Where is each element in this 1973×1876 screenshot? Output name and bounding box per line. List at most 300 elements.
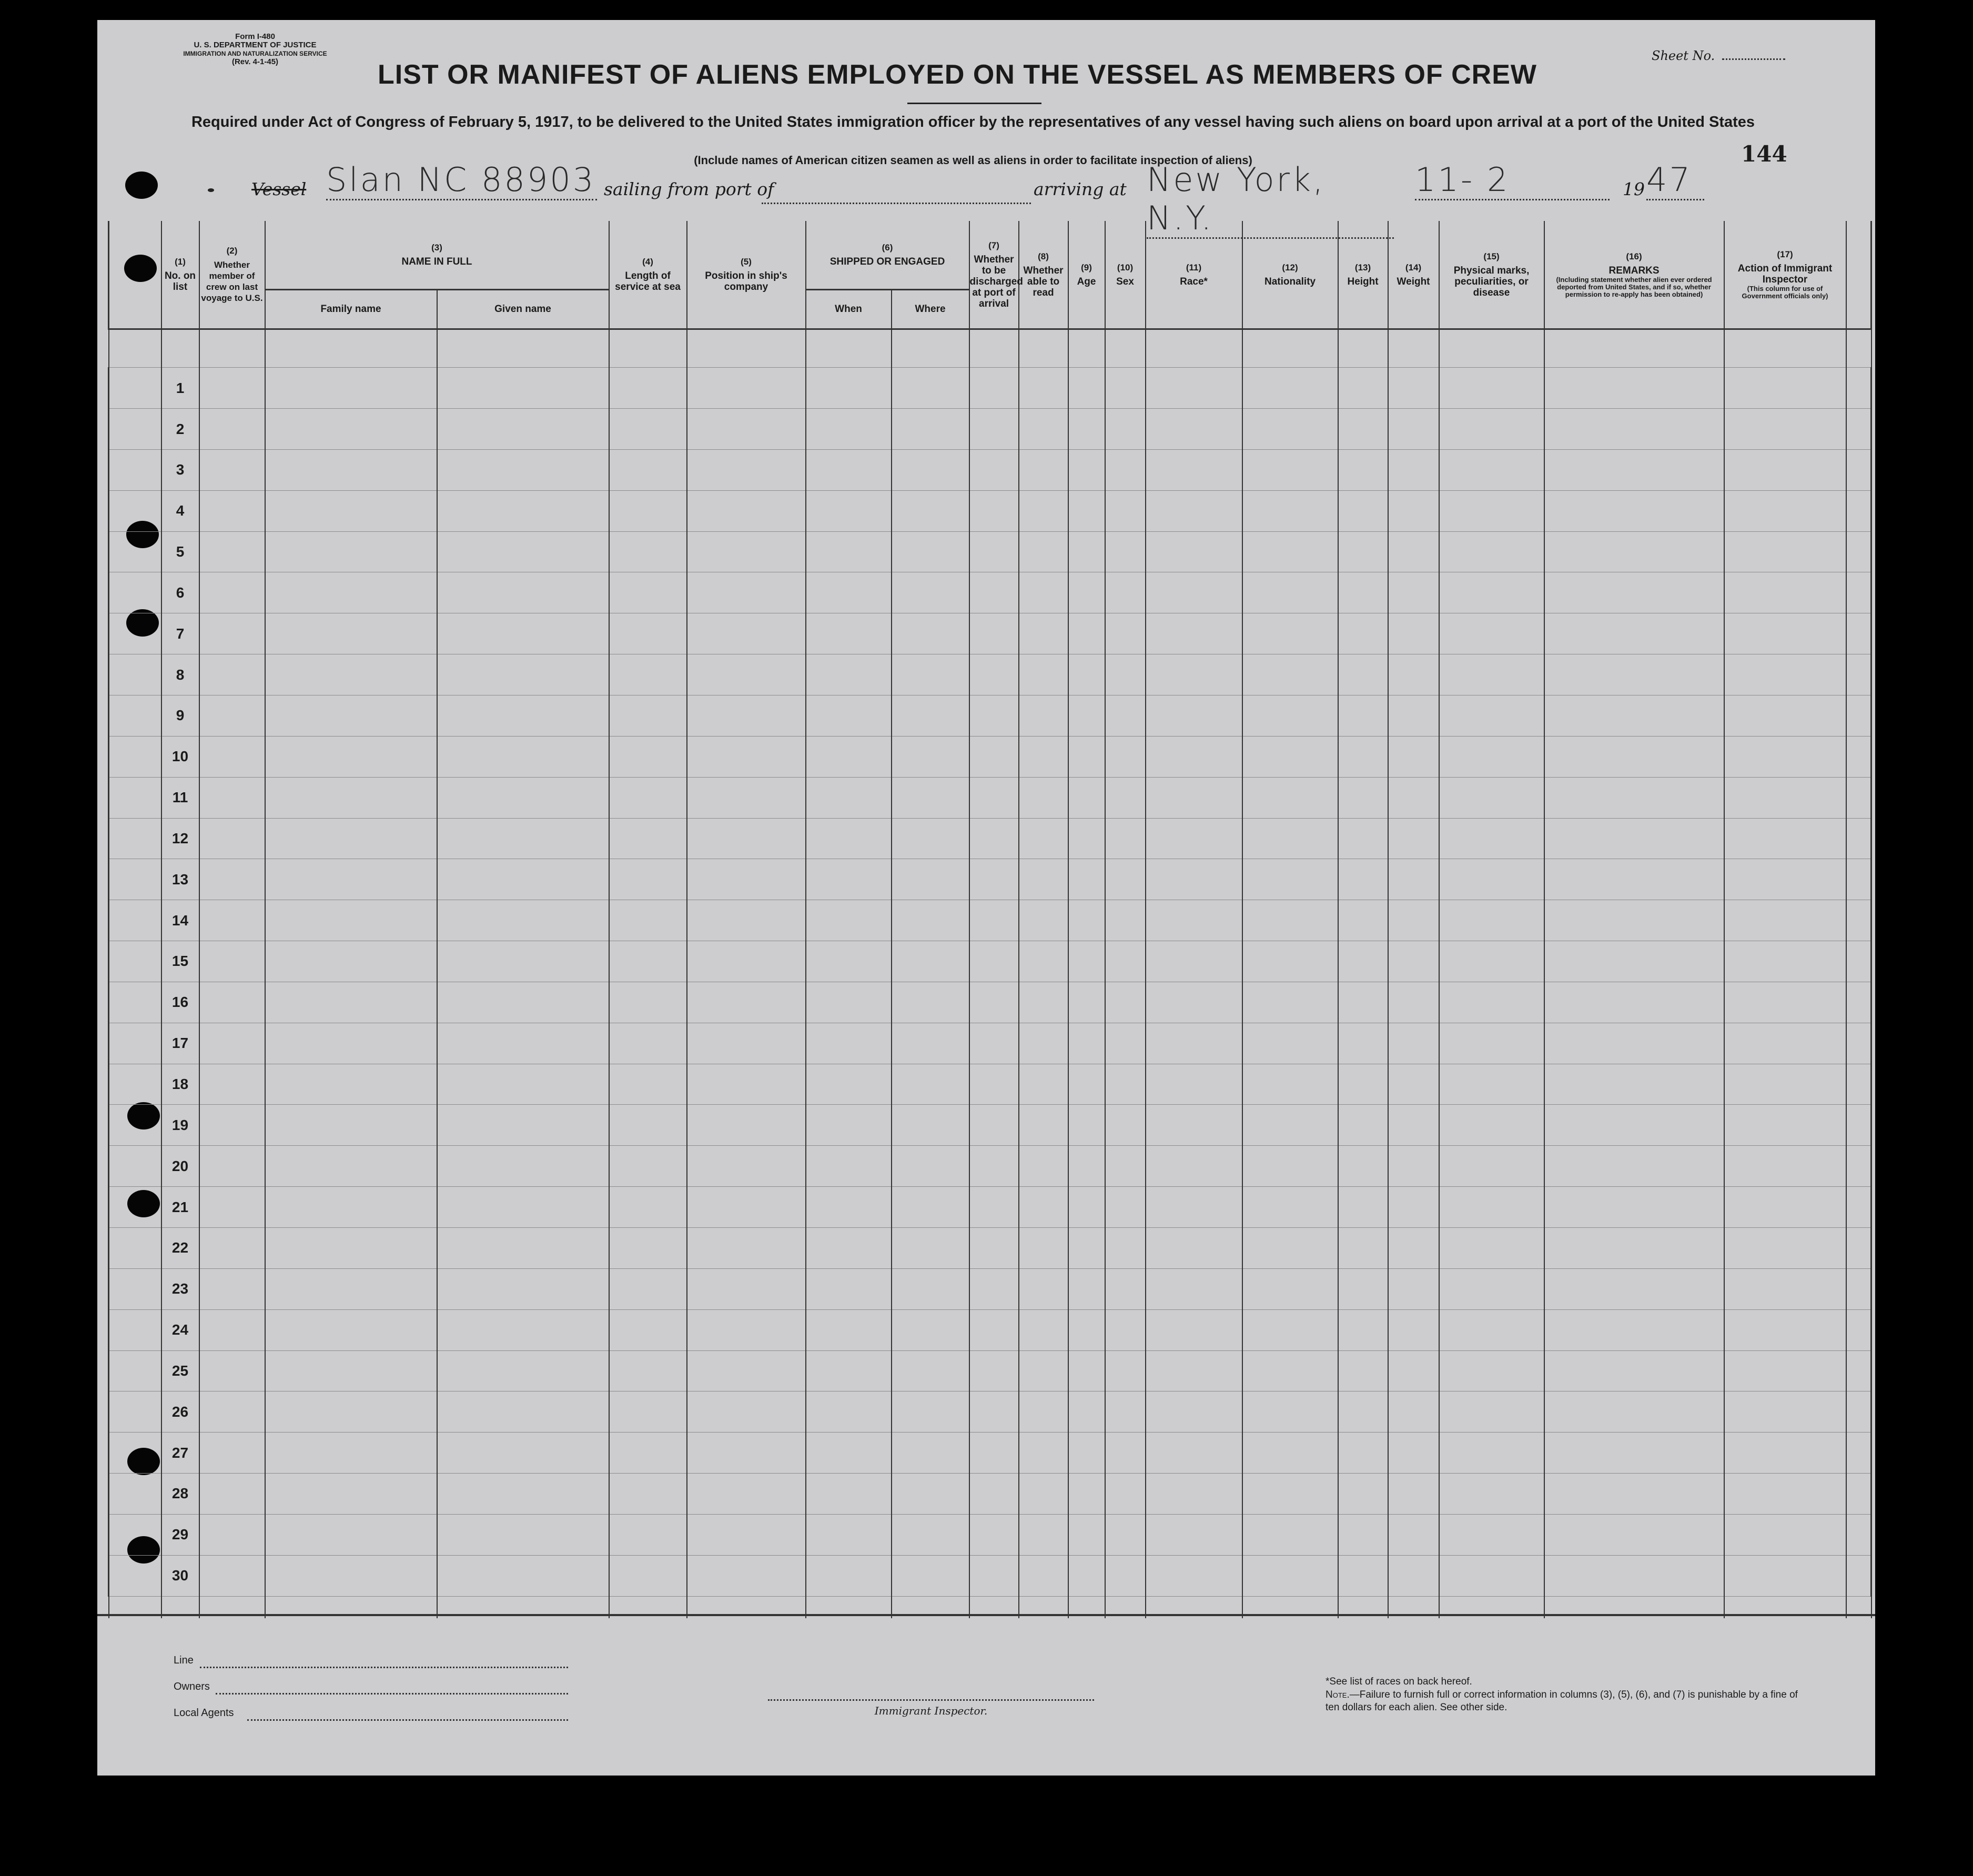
entry-cell[interactable] [1388,1514,1439,1555]
entry-cell[interactable] [687,490,806,531]
entry-cell[interactable] [199,859,265,900]
entry-cell[interactable] [1338,572,1388,613]
entry-cell[interactable] [609,1064,687,1105]
entry-cell[interactable] [199,1227,265,1268]
entry-cell[interactable] [1105,1105,1146,1146]
entry-cell[interactable] [199,1474,265,1515]
entry-cell[interactable] [1146,613,1242,654]
entry-cell[interactable] [1439,941,1544,982]
entry-cell[interactable] [687,1474,806,1515]
entry-cell[interactable] [1105,982,1146,1023]
entry-cell[interactable] [1068,941,1105,982]
entry-cell[interactable] [609,1474,687,1515]
entry-cell[interactable] [1338,1391,1388,1433]
line-field[interactable] [200,1667,568,1668]
entry-cell[interactable] [1724,777,1846,818]
entry-cell[interactable] [1242,449,1338,490]
entry-cell[interactable] [1724,1146,1846,1187]
entry-cell[interactable] [1439,409,1544,450]
entry-cell[interactable] [265,613,437,654]
entry-cell[interactable] [265,449,437,490]
entry-cell[interactable] [969,982,1019,1023]
entry-cell[interactable] [806,1514,892,1555]
entry-cell[interactable] [806,1023,892,1064]
entry-cell[interactable] [609,1105,687,1146]
entry-cell[interactable] [1068,1146,1105,1187]
entry-cell[interactable] [199,409,265,450]
entry-cell[interactable] [1388,818,1439,859]
entry-cell[interactable] [1242,409,1338,450]
entry-cell[interactable] [806,900,892,941]
entry-cell[interactable] [892,777,969,818]
entry-cell[interactable] [969,1023,1019,1064]
entry-cell[interactable] [1146,368,1242,409]
entry-cell[interactable] [892,1391,969,1433]
entry-cell[interactable] [806,1555,892,1596]
entry-cell[interactable] [892,1474,969,1515]
entry-cell[interactable] [1338,777,1388,818]
entry-cell[interactable] [199,1023,265,1064]
entry-cell[interactable] [1019,777,1068,818]
entry-cell[interactable] [1338,1187,1388,1228]
entry-cell[interactable] [199,900,265,941]
entry-cell[interactable] [687,1227,806,1268]
entry-cell[interactable] [1439,777,1544,818]
entry-cell[interactable] [437,695,609,737]
entry-cell[interactable] [609,1555,687,1596]
entry-cell[interactable] [1338,1023,1388,1064]
entry-cell[interactable] [609,818,687,859]
entry-cell[interactable] [1724,982,1846,1023]
entry-cell[interactable] [1068,1064,1105,1105]
entry-cell[interactable] [609,1023,687,1064]
entry-cell[interactable] [609,449,687,490]
entry-cell[interactable] [1388,409,1439,450]
entry-cell[interactable] [437,777,609,818]
entry-cell[interactable] [1338,1555,1388,1596]
entry-cell[interactable] [265,1023,437,1064]
entry-cell[interactable] [1388,613,1439,654]
entry-cell[interactable] [806,1064,892,1105]
entry-cell[interactable] [687,1555,806,1596]
entry-cell[interactable] [265,1309,437,1350]
entry-cell[interactable] [1544,1227,1724,1268]
entry-cell[interactable] [687,1187,806,1228]
entry-cell[interactable] [1388,695,1439,737]
entry-cell[interactable] [437,1227,609,1268]
entry-cell[interactable] [1388,490,1439,531]
entry-cell[interactable] [437,941,609,982]
entry-cell[interactable] [1439,531,1544,572]
entry-cell[interactable] [1242,1433,1338,1474]
entry-cell[interactable] [1724,1064,1846,1105]
entry-cell[interactable] [265,1146,437,1187]
entry-cell[interactable] [1388,1391,1439,1433]
entry-cell[interactable] [437,449,609,490]
entry-cell[interactable] [892,409,969,450]
entry-cell[interactable] [1338,531,1388,572]
entry-cell[interactable] [806,409,892,450]
entry-cell[interactable] [1068,449,1105,490]
entry-cell[interactable] [687,1105,806,1146]
entry-cell[interactable] [265,1474,437,1515]
entry-cell[interactable] [1338,1309,1388,1350]
entry-cell[interactable] [892,531,969,572]
entry-cell[interactable] [1544,900,1724,941]
entry-cell[interactable] [687,1146,806,1187]
entry-cell[interactable] [1146,1474,1242,1515]
entry-cell[interactable] [892,1350,969,1391]
entry-cell[interactable] [1338,613,1388,654]
entry-cell[interactable] [265,654,437,695]
entry-cell[interactable] [1105,941,1146,982]
entry-cell[interactable] [265,409,437,450]
sailing-port-field[interactable] [762,203,1031,204]
entry-cell[interactable] [1242,490,1338,531]
entry-cell[interactable] [1338,490,1388,531]
entry-cell[interactable] [437,368,609,409]
entry-cell[interactable] [1242,1023,1338,1064]
entry-cell[interactable] [1105,1474,1146,1515]
entry-cell[interactable] [1019,368,1068,409]
entry-cell[interactable] [265,777,437,818]
entry-cell[interactable] [1439,1268,1544,1309]
entry-cell[interactable] [687,818,806,859]
entry-cell[interactable] [806,1187,892,1228]
entry-cell[interactable] [969,490,1019,531]
entry-cell[interactable] [1724,490,1846,531]
entry-cell[interactable] [1724,941,1846,982]
entry-cell[interactable] [687,941,806,982]
entry-cell[interactable] [1338,449,1388,490]
entry-cell[interactable] [609,1350,687,1391]
entry-cell[interactable] [806,1474,892,1515]
entry-cell[interactable] [969,409,1019,450]
entry-cell[interactable] [1439,1146,1544,1187]
entry-cell[interactable] [1068,613,1105,654]
entry-cell[interactable] [806,368,892,409]
entry-cell[interactable] [265,736,437,777]
entry-cell[interactable] [1146,1064,1242,1105]
entry-cell[interactable] [1068,1474,1105,1515]
entry-cell[interactable] [892,1064,969,1105]
entry-cell[interactable] [1724,818,1846,859]
entry-cell[interactable] [609,900,687,941]
inspector-signature-field[interactable] [768,1699,1094,1701]
entry-cell[interactable] [437,900,609,941]
entry-cell[interactable] [1146,1514,1242,1555]
entry-cell[interactable] [1388,900,1439,941]
entry-cell[interactable] [1338,982,1388,1023]
entry-cell[interactable] [892,736,969,777]
entry-cell[interactable] [1105,1187,1146,1228]
entry-cell[interactable] [1242,531,1338,572]
entry-cell[interactable] [437,1474,609,1515]
entry-cell[interactable] [806,613,892,654]
entry-cell[interactable] [892,859,969,900]
entry-cell[interactable] [609,490,687,531]
entry-cell[interactable] [969,1474,1019,1515]
entry-cell[interactable] [1105,1227,1146,1268]
entry-cell[interactable] [1242,1555,1338,1596]
entry-cell[interactable] [1146,982,1242,1023]
entry-cell[interactable] [1019,1555,1068,1596]
entry-cell[interactable] [1338,1433,1388,1474]
entry-cell[interactable] [1146,572,1242,613]
entry-cell[interactable] [1439,490,1544,531]
entry-cell[interactable] [1019,1146,1068,1187]
entry-cell[interactable] [1388,1433,1439,1474]
entry-cell[interactable] [1338,1268,1388,1309]
entry-cell[interactable] [892,449,969,490]
entry-cell[interactable] [1724,1514,1846,1555]
entry-cell[interactable] [1544,1146,1724,1187]
entry-cell[interactable] [806,695,892,737]
entry-cell[interactable] [609,572,687,613]
entry-cell[interactable] [1724,1555,1846,1596]
entry-cell[interactable] [1242,613,1338,654]
entry-cell[interactable] [437,859,609,900]
entry-cell[interactable] [199,1391,265,1433]
entry-cell[interactable] [969,695,1019,737]
entry-cell[interactable] [687,368,806,409]
entry-cell[interactable] [1019,818,1068,859]
entry-cell[interactable] [265,1350,437,1391]
entry-cell[interactable] [609,1391,687,1433]
entry-cell[interactable] [437,531,609,572]
entry-cell[interactable] [1146,900,1242,941]
entry-cell[interactable] [1544,1555,1724,1596]
entry-cell[interactable] [1068,695,1105,737]
entry-cell[interactable] [199,982,265,1023]
entry-cell[interactable] [1439,1555,1544,1596]
entry-cell[interactable] [806,818,892,859]
entry-cell[interactable] [1439,1227,1544,1268]
entry-cell[interactable] [1439,572,1544,613]
entry-cell[interactable] [437,1105,609,1146]
entry-cell[interactable] [1105,818,1146,859]
entry-cell[interactable] [609,1146,687,1187]
entry-cell[interactable] [969,1391,1019,1433]
entry-cell[interactable] [609,531,687,572]
entry-cell[interactable] [265,1105,437,1146]
entry-cell[interactable] [806,1391,892,1433]
entry-cell[interactable] [1724,900,1846,941]
entry-cell[interactable] [437,1064,609,1105]
entry-cell[interactable] [1146,1309,1242,1350]
entry-cell[interactable] [437,736,609,777]
entry-cell[interactable] [1105,1023,1146,1064]
entry-cell[interactable] [1019,613,1068,654]
entry-cell[interactable] [892,1227,969,1268]
entry-cell[interactable] [806,531,892,572]
entry-cell[interactable] [1544,1268,1724,1309]
entry-cell[interactable] [1544,1350,1724,1391]
entry-cell[interactable] [969,531,1019,572]
entry-cell[interactable] [1724,449,1846,490]
entry-cell[interactable] [1439,1309,1544,1350]
entry-cell[interactable] [892,490,969,531]
entry-cell[interactable] [1105,1350,1146,1391]
entry-cell[interactable] [1068,736,1105,777]
entry-cell[interactable] [1242,982,1338,1023]
entry-cell[interactable] [969,1350,1019,1391]
entry-cell[interactable] [609,982,687,1023]
entry-cell[interactable] [1105,1391,1146,1433]
entry-cell[interactable] [437,1555,609,1596]
entry-cell[interactable] [1544,368,1724,409]
entry-cell[interactable] [199,368,265,409]
entry-cell[interactable] [1019,1227,1068,1268]
entry-cell[interactable] [1068,1514,1105,1555]
entry-cell[interactable] [1338,941,1388,982]
entry-cell[interactable] [1544,409,1724,450]
entry-cell[interactable] [1544,695,1724,737]
entry-cell[interactable] [1439,736,1544,777]
entry-cell[interactable] [969,368,1019,409]
entry-cell[interactable] [1068,572,1105,613]
entry-cell[interactable] [687,1309,806,1350]
entry-cell[interactable] [1068,409,1105,450]
entry-cell[interactable] [1019,409,1068,450]
entry-cell[interactable] [1019,1105,1068,1146]
entry-cell[interactable] [969,1227,1019,1268]
entry-cell[interactable] [199,449,265,490]
entry-cell[interactable] [265,1064,437,1105]
entry-cell[interactable] [1439,900,1544,941]
entry-cell[interactable] [1724,1227,1846,1268]
entry-cell[interactable] [1544,654,1724,695]
entry-cell[interactable] [806,572,892,613]
entry-cell[interactable] [806,982,892,1023]
entry-cell[interactable] [806,490,892,531]
entry-cell[interactable] [1388,1555,1439,1596]
entry-cell[interactable] [199,490,265,531]
entry-cell[interactable] [1068,1391,1105,1433]
entry-cell[interactable] [892,1555,969,1596]
entry-cell[interactable] [1146,1023,1242,1064]
entry-cell[interactable] [1068,1268,1105,1309]
entry-cell[interactable] [969,941,1019,982]
entry-cell[interactable] [1439,449,1544,490]
entry-cell[interactable] [1242,1474,1338,1515]
entry-cell[interactable] [1724,1350,1846,1391]
entry-cell[interactable] [1724,409,1846,450]
entry-cell[interactable] [1724,1433,1846,1474]
entry-cell[interactable] [1105,572,1146,613]
entry-cell[interactable] [1019,1514,1068,1555]
entry-cell[interactable] [1439,1064,1544,1105]
entry-cell[interactable] [609,941,687,982]
entry-cell[interactable] [1439,1474,1544,1515]
entry-cell[interactable] [969,1146,1019,1187]
sheet-number-blank[interactable] [1722,58,1785,60]
entry-cell[interactable] [437,982,609,1023]
entry-cell[interactable] [806,1227,892,1268]
entry-cell[interactable] [265,531,437,572]
entry-cell[interactable] [1388,982,1439,1023]
entry-cell[interactable] [609,409,687,450]
entry-cell[interactable] [687,409,806,450]
entry-cell[interactable] [1019,1268,1068,1309]
entry-cell[interactable] [1242,1268,1338,1309]
entry-cell[interactable] [1105,1555,1146,1596]
entry-cell[interactable] [806,1309,892,1350]
entry-cell[interactable] [1338,695,1388,737]
entry-cell[interactable] [806,1105,892,1146]
entry-cell[interactable] [1019,695,1068,737]
entry-cell[interactable] [1544,1514,1724,1555]
entry-cell[interactable] [1724,736,1846,777]
entry-cell[interactable] [969,1514,1019,1555]
entry-cell[interactable] [1338,1146,1388,1187]
entry-cell[interactable] [1146,941,1242,982]
entry-cell[interactable] [892,1268,969,1309]
entry-cell[interactable] [969,613,1019,654]
entry-cell[interactable] [1242,1514,1338,1555]
entry-cell[interactable] [1146,695,1242,737]
entry-cell[interactable] [199,1555,265,1596]
entry-cell[interactable] [1242,1146,1338,1187]
entry-cell[interactable] [1544,1433,1724,1474]
entry-cell[interactable] [1439,695,1544,737]
entry-cell[interactable] [1146,531,1242,572]
entry-cell[interactable] [1724,1309,1846,1350]
entry-cell[interactable] [265,982,437,1023]
entry-cell[interactable] [609,1433,687,1474]
entry-cell[interactable] [969,777,1019,818]
entry-cell[interactable] [1019,1433,1068,1474]
entry-cell[interactable] [199,736,265,777]
entry-cell[interactable] [609,654,687,695]
entry-cell[interactable] [1439,613,1544,654]
entry-cell[interactable] [609,695,687,737]
entry-cell[interactable] [1724,859,1846,900]
entry-cell[interactable] [199,818,265,859]
entry-cell[interactable] [199,1187,265,1228]
entry-cell[interactable] [1068,859,1105,900]
entry-cell[interactable] [1019,900,1068,941]
entry-cell[interactable] [806,449,892,490]
entry-cell[interactable] [1068,1187,1105,1228]
entry-cell[interactable] [437,613,609,654]
entry-cell[interactable] [687,859,806,900]
entry-cell[interactable] [806,1268,892,1309]
entry-cell[interactable] [1544,982,1724,1023]
entry-cell[interactable] [1724,1187,1846,1228]
entry-cell[interactable] [1146,859,1242,900]
entry-cell[interactable] [199,1105,265,1146]
entry-cell[interactable] [1068,1227,1105,1268]
entry-cell[interactable] [1242,1350,1338,1391]
entry-cell[interactable] [1105,531,1146,572]
entry-cell[interactable] [609,777,687,818]
entry-cell[interactable] [1439,859,1544,900]
entry-cell[interactable] [1439,1023,1544,1064]
entry-cell[interactable] [1544,818,1724,859]
entry-cell[interactable] [1388,736,1439,777]
entry-cell[interactable] [1019,941,1068,982]
entry-cell[interactable] [199,941,265,982]
entry-cell[interactable] [1019,654,1068,695]
entry-cell[interactable] [1105,490,1146,531]
entry-cell[interactable] [1439,1433,1544,1474]
arrival-date-field[interactable]: 11- 2 [1415,160,1610,200]
entry-cell[interactable] [1544,449,1724,490]
entry-cell[interactable] [265,1433,437,1474]
entry-cell[interactable] [969,818,1019,859]
entry-cell[interactable] [892,368,969,409]
